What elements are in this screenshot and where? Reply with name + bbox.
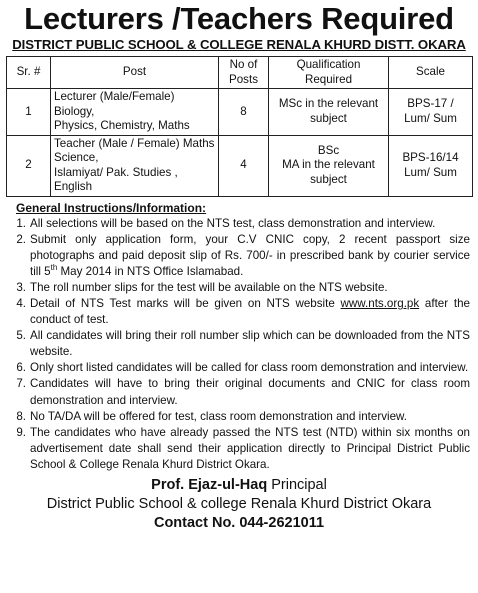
header-qualification-line-2: Required: [304, 72, 353, 86]
institution-heading: DISTRICT PUBLIC SCHOOL & COLLEGE RENALA KHURD DISTT. OKARA: [12, 37, 466, 52]
row-post: [51, 89, 219, 136]
row-scale-line: Lum/ Sum: [404, 111, 457, 125]
item-text: No TA/DA will be offered for test, class room demonstration and interview.: [30, 409, 407, 423]
row-qualification: [269, 135, 389, 196]
contact-number: Contact No. 044-2621011: [153, 515, 325, 531]
row-qualification-line: MA in the relevant: [282, 158, 375, 172]
item-text-part: after the conduct of test.: [30, 296, 470, 327]
item-text-part: Submit only application form, your C.V CNIC copy, 2 recent passport size photographs and paid deposit slip of Rs. 700/- in prescribed bank by courier service till 5: [30, 232, 470, 278]
item-number: 4.: [16, 296, 26, 310]
list-item: [6, 216, 472, 232]
item-text: All candidates will bring their roll number slip which can be downloaded from the NTS website.: [30, 329, 470, 359]
row-posts-count: 4: [219, 135, 269, 196]
advertisement-page: [0, 2, 478, 593]
row-post-line: Islamiyat/ Pak. Studies , English: [54, 165, 178, 193]
item-text: All selections will be based on the NTS test, class demonstration and interview.: [30, 216, 436, 230]
item-text: The roll number slips for the test will be available on the NTS website.: [30, 280, 388, 294]
row-post-line: Teacher (Male / Female) Maths: [54, 136, 215, 150]
item-text: [30, 232, 472, 280]
item-text-part: Detail of NTS Test marks will be given on NTS website: [30, 296, 341, 310]
header-no-of-posts-line-2: Posts: [229, 72, 258, 86]
list-item: [6, 296, 472, 328]
item-text: Only short listed candidates will be called for class room demonstration and interview.: [30, 361, 469, 375]
list-item: [6, 232, 472, 280]
row-scale: [389, 89, 473, 136]
signature-name-line: [6, 476, 472, 495]
row-scale: [389, 135, 473, 196]
instructions-list: [6, 216, 472, 474]
item-number: 5.: [16, 329, 26, 343]
item-text: [30, 296, 472, 328]
item-number: 2.: [16, 232, 26, 246]
item-number: 1.: [16, 216, 26, 230]
row-qualification-line: subject: [310, 172, 347, 186]
table-row: [7, 89, 473, 136]
row-post-line: Science,: [54, 151, 99, 164]
institution-name: District Public School & college Renala Khurd District Okara: [46, 496, 432, 512]
item-number: 9.: [16, 425, 26, 439]
item-number: 7.: [16, 377, 26, 391]
item-text: The candidates who have already passed the NTS test (NTD) within six months on advertisement date shall send their application directly to Principal District Public School & College Renala Khurd District Okara.: [30, 425, 470, 471]
principal-title: Principal: [271, 477, 327, 493]
item-text: Candidates will have to bring their original documents and CNIC for class room demonstration and interview.: [30, 377, 470, 407]
row-qualification: [269, 89, 389, 136]
table-row: [7, 135, 473, 196]
item-text-part: May 2014 in NTS Office Islamabad.: [57, 264, 244, 278]
row-post: [51, 135, 219, 196]
row-qualification-line: BSc: [317, 143, 340, 157]
list-item: [6, 328, 472, 360]
row-posts-count: 8: [219, 89, 269, 136]
row-post-line: Physics, Chemistry, Maths: [54, 119, 190, 132]
instructions-title: General Instructions/Information:: [16, 200, 207, 215]
nts-website-link[interactable]: www.nts.org.pk: [340, 296, 420, 310]
list-item: [6, 425, 472, 473]
list-item: [6, 360, 472, 376]
signature-block: [6, 476, 472, 533]
principal-name: Prof. Ejaz-ul-Haq: [151, 477, 268, 493]
posts-table: [6, 56, 473, 197]
header-qualification-line-1: Qualification: [296, 58, 361, 71]
header-post: Post: [51, 57, 219, 89]
header-sr: Sr. #: [7, 57, 51, 89]
row-scale-line: BPS-16/14: [402, 151, 459, 164]
row-post-line: Lecturer (Male/Female) Biology,: [54, 90, 175, 118]
superscript: th: [50, 262, 58, 272]
item-number: 3.: [16, 280, 26, 294]
row-scale-line: BPS-17 /: [407, 97, 454, 111]
header-qualification: [269, 57, 389, 89]
list-item: [6, 409, 472, 425]
header-scale: Scale: [389, 57, 473, 89]
table-header-row: [7, 57, 473, 89]
header-no-of-posts-line-1: No of: [229, 58, 258, 71]
row-sr: 1: [7, 89, 51, 136]
row-sr: 2: [7, 135, 51, 196]
row-scale-line: Lum/ Sum: [404, 165, 457, 179]
header-no-of-posts: [219, 57, 269, 89]
row-qualification-line: subject: [310, 111, 347, 125]
list-item: [6, 376, 472, 408]
headline: Lecturers /Teachers Required: [24, 1, 454, 36]
item-number: 8.: [16, 409, 26, 423]
item-number: 6.: [16, 361, 26, 375]
list-item: [6, 280, 472, 296]
row-qualification-line: MSc in the relevant: [278, 97, 379, 111]
